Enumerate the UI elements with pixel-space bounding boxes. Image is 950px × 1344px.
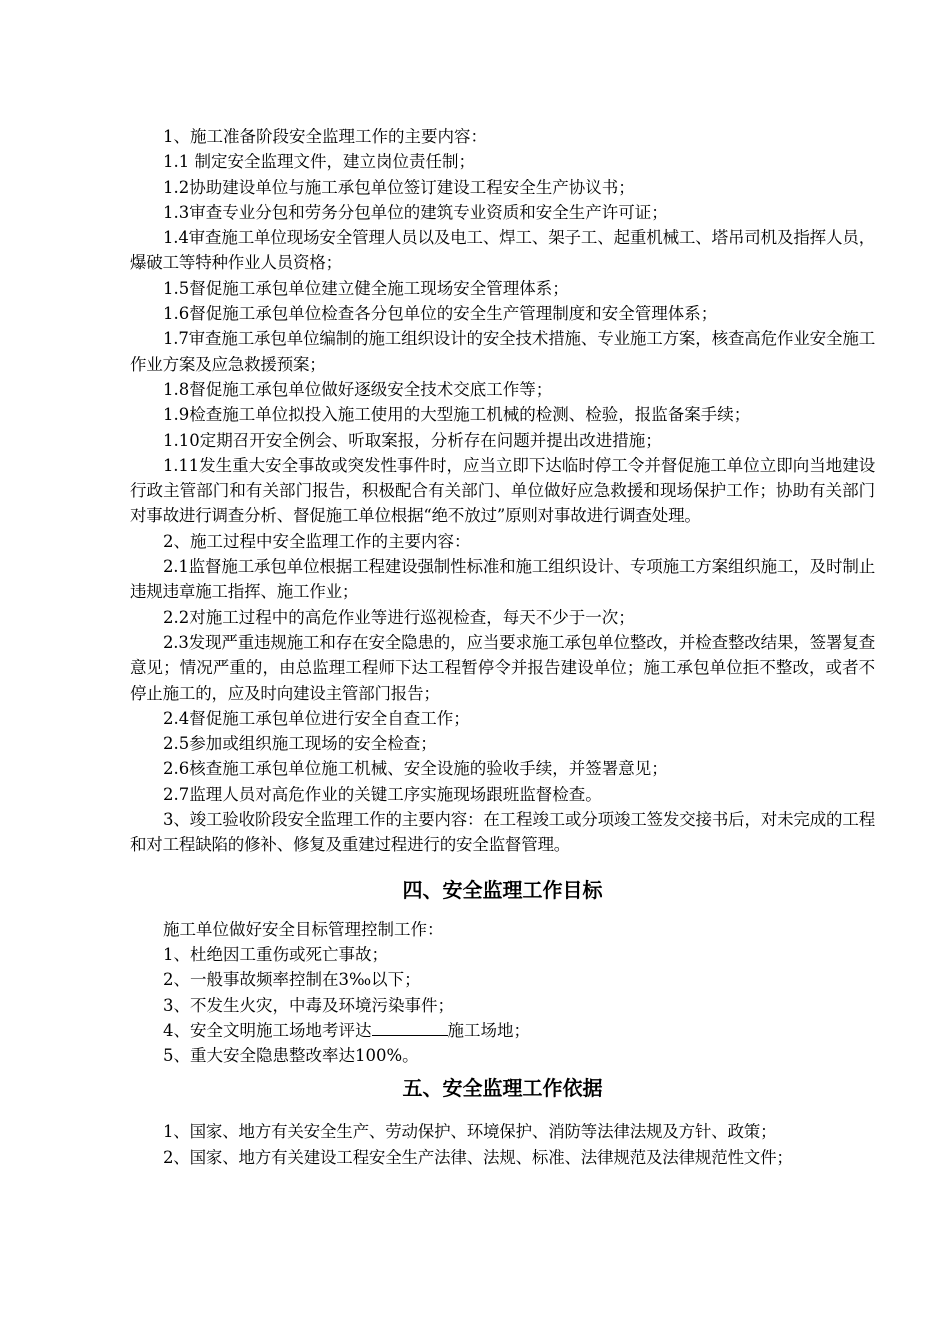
paragraph-2-7: 2.7监理人员对高危作业的关键工序实施现场跟班监督检查。 [163,784,602,804]
paragraph-1-4: 1.4审查施工单位现场安全管理人员以及电工、焊工、架子工、起重机械工、塔吊司机及指挥人员，爆破工等特种作业人员资格； [130,228,875,273]
goal-item-1: 1、杜绝因工重伤或死亡事故； [163,944,388,964]
paragraph-1: 1、施工准备阶段安全监理工作的主要内容： [163,127,487,146]
goal-item-2: 2、一般事故频率控制在3‰以下； [163,970,421,990]
paragraph-3: 3、竣工验收阶段安全监理工作的主要内容：在工程竣工或分项竣工签发交接书后，对未完成的工程和对工程缺陷的修补、修复及重建过程进行的安全监督管理。 [130,810,875,855]
paragraph-1-11: 1.11发生重大安全事故或突发性事件时，应当立即下达临时停工令并督促施工单位立即向当地建设行政主管部门和有关部门报告，积极配合有关部门、单位做好应急救援和现场保护工作；协助有关部门对事故进行调查分析、督促施工单位根据“绝不放过”原则对事故进行调查处理。 [130,455,875,526]
paragraph-1-7: 1.7审查施工承包单位编制的施工组织设计的安全技术措施、专业施工方案，核查高危作业安全施工作业方案及应急救援预案； [130,329,875,374]
paragraph-1-3: 1.3审查专业分包和劳务分包单位的建筑专业资质和安全生产许可证； [163,202,668,222]
section-5-content [130,1119,875,1170]
paragraph-1-2: 1.2协助建设单位与施工承包单位签订建设工程安全生产协议书； [163,177,635,197]
section-4-content [130,917,875,1069]
section-5-heading: 五、安全监理工作依据 [402,1076,603,1101]
paragraph-2: 2、施工过程中安全监理工作的主要内容： [163,531,471,551]
goal-item-4 [130,1018,875,1043]
paragraph-2-2: 2.2对施工过程中的高危作业等进行巡视检查，每天不少于一次； [163,607,635,627]
paragraph-2-1: 2.1监督施工承包单位根据工程建设强制性标准和施工组织设计、专项施工方案组织施工，及时制止违规违章施工指挥、施工作业； [130,557,875,602]
section-4-heading: 四、安全监理工作目标 [402,877,603,902]
paragraph-1-1: 1.1 制定安全监理文件，建立岗位责任制； [163,152,475,172]
fill-in-blank [372,1019,448,1036]
paragraph-1-5: 1.5督促施工承包单位建立健全施工现场安全管理体系； [163,278,569,298]
goals-intro: 施工单位做好安全目标管理控制工作： [163,919,444,939]
goal-item-3: 3、不发生火灾，中毒及环境污染事件； [163,995,454,1015]
paragraph-1-8: 1.8督促施工承包单位做好逐级安全技术交底工作等； [163,379,553,399]
basis-item-2: 2、国家、地方有关建设工程安全生产法律、法规、标准、法律规范及法律规范性文件； [163,1147,793,1167]
paragraph-1-10: 1.10定期召开安全例会、听取案报，分析存在问题并提出改进措施； [163,430,662,450]
basis-item-1: 1、国家、地方有关安全生产、劳动保护、环境保护、消防等法律法规及方针、政策； [163,1122,777,1142]
document-body [130,124,875,1170]
goal-item-5: 5、重大安全隐患整改率达100%。 [163,1046,419,1066]
section-3-content [130,124,875,858]
goal-item-4-suffix: 施工场地； [447,1020,530,1040]
paragraph-2-4: 2.4督促施工承包单位进行安全自查工作； [163,708,470,728]
goal-item-4-text: 4、安全文明施工场地考评达 [163,1020,372,1040]
paragraph-2-5: 2.5参加或组织施工现场的安全检查； [163,734,437,754]
paragraph-2-3: 2.3发现严重违规施工和存在安全隐患的，应当要求施工承包单位整改，并检查整改结果，签署复查意见；情况严重的，由总监理工程师下达工程暂停令并报告建设单位；施工承包单位拒不整改，或者不停止施工的，应及时向建设主管部门报告； [130,632,875,703]
paragraph-1-6: 1.6督促施工承包单位检查各分包单位的安全生产管理制度和安全管理体系； [163,304,718,324]
paragraph-2-6: 2.6核查施工承包单位施工机械、安全设施的验收手续，并签署意见； [163,759,668,779]
paragraph-1-9: 1.9检查施工单位拟投入施工使用的大型施工机械的检测、检验，报监备案手续； [163,405,751,425]
